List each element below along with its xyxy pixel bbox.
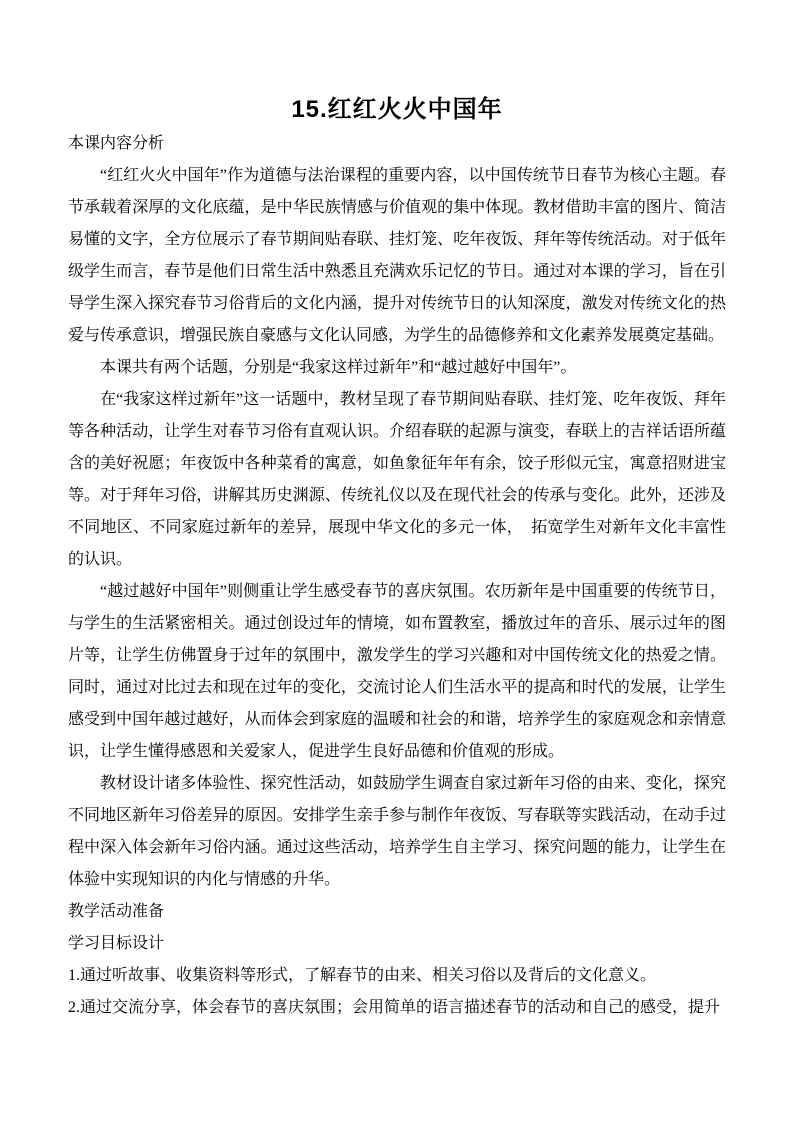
paragraph-overview: “红红火火中国年”作为道德与法治课程的重要内容，以中国传统节日春节为核心主题。春节承载着深厚的文化底蕴，是中华民族情感与价值观的集中体现。教材借助丰富的图片、简洁易懂的文字，全方位展示了春节期间贴春联、挂灯笼、吃年夜饭、拜年等传统活动。对于低年级学生而言，春节是他们日常生活中熟悉且充满欢乐记忆的节日。通过对本课的学习，旨在引导学生深入探究春节习俗背后的文化内涵，提升对传统节日的认知深度，激发对传统文化的热爱与传承意识，增强民族自豪感与文化认同感，为学生的品德修养和文化素养发展奠定基础。 [68, 167, 726, 344]
objective-item-2: 2.通过交流分享，体会春节的喜庆氛围；会用简单的语言描述春节的活动和自己的感受，提升 [68, 999, 721, 1016]
document-content [68, 0, 726, 1024]
paragraph-activities: 教材设计诸多体验性、探究性活动，如鼓励学生调查自家过新年习俗的由来、变化，探究不同地区新年习俗差异的原因。安排学生亲手参与制作年夜饭、写春联等实践活动，在动手过程中深入体会新年习俗内涵。通过这些活动，培养学生自主学习、探究问题的能力，让学生在体验中实现知识的内化与情感的升华。 [68, 775, 726, 888]
paragraph-topic1-detail: 在“我家这样过新年”这一话题中，教材呈现了春节期间贴春联、挂灯笼、吃年夜饭、拜年等各种活动，让学生对春节习俗有直观认识。介绍春联的起源与演变，春联上的吉祥话语所蕴含的美好祝愿；年夜饭中各种菜肴的寓意，如鱼象征年年有余，饺子形似元宝，寓意招财进宝等。对于拜年习俗，讲解其历史渊源、传统礼仪以及在现代社会的传承与变化。此外，还涉及不同地区、不同家庭过新年的差异，展现中华文化的多元一体， 拓宽学生对新年文化丰富性的认识。 [68, 391, 726, 568]
heading-content-analysis: 本课内容分析 [68, 135, 165, 152]
heading-teaching-preparation: 教学活动准备 [68, 903, 165, 920]
heading-learning-objectives: 学习目标设计 [68, 935, 165, 952]
page-title: 15.红红火火中国年 [291, 96, 503, 123]
paragraph-topics: 本课共有两个话题，分别是“我家这样过新年”和“越过越好中国年”。 [100, 359, 577, 376]
paragraph-topic2-detail: “越过越好中国年”则侧重让学生感受春节的喜庆氛围。农历新年是中国重要的传统节日，与学生的生活紧密相关。通过创设过年的情境，如布置教室，播放过年的音乐、展示过年的图片等，让学生仿佛置身于过年的氛围中，激发学生的学习兴趣和对中国传统文化的热爱之情。同时，通过对比过去和现在过年的变化，交流讨论人们生活水平的提高和时代的发展，让学生感受到中国年越过越好，从而体会到家庭的温暖和社会的和谐，培养学生的家庭观念和亲情意识，让学生懂得感恩和关爱家人，促进学生良好品德和价值观的形成。 [68, 583, 726, 760]
objective-item-1: 1.通过听故事、收集资料等形式，了解春节的由来、相关习俗以及背后的文化意义。 [68, 967, 657, 984]
